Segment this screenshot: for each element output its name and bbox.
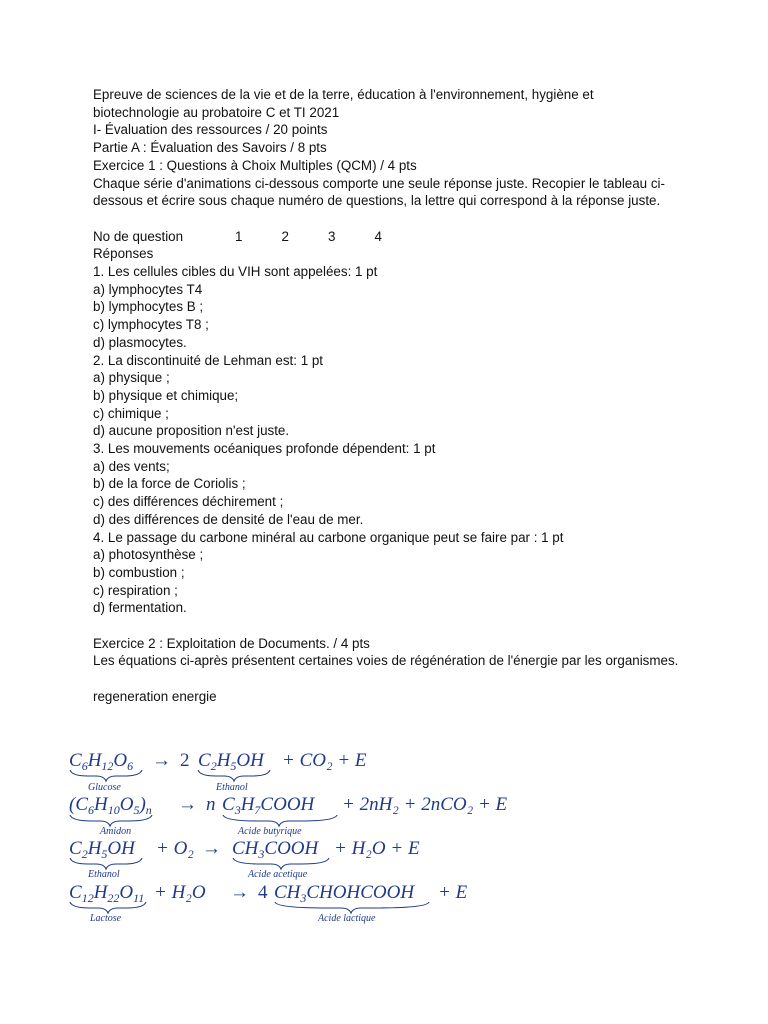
- equation-label: Amidon: [100, 826, 132, 837]
- answer-option: c) lymphocytes T8 ;: [93, 317, 209, 333]
- question-block: [93, 440, 683, 529]
- svg-text:C12H22O11: $C_{12}H_{22}O_{11}$: [69, 882, 145, 905]
- answer-option: a) physique ;: [93, 370, 170, 386]
- question-number: 3: [328, 228, 336, 244]
- svg-text:→: →: [202, 838, 221, 859]
- svg-text:C2H5OH: $C_2H_5OH$: [198, 750, 264, 773]
- answer-option: d) plasmocytes.: [93, 334, 187, 350]
- equations-svg: [66, 742, 546, 926]
- svg-text:→: →: [230, 882, 249, 903]
- equation-4: [69, 882, 468, 924]
- svg-text:→: →: [152, 750, 171, 771]
- equation-label: Ethanol: [216, 782, 248, 793]
- equation-label: Acide acetique: [248, 869, 308, 880]
- equation-rest: + CO₂ + E: [282, 750, 367, 771]
- section-heading: I- Évaluation des ressources / 20 points: [93, 122, 328, 138]
- question-number: 1: [235, 228, 243, 244]
- equation-2: [69, 794, 508, 837]
- exercise-1-instructions: Chaque série d'animations ci-dessous comporte une seule réponse juste. Recopier le tableau ci-dessous et écrire sous chaque numéro de questions, la lettre qui correspond à la réponse juste.: [93, 175, 665, 209]
- answer-option: b) physique et chimique;: [93, 387, 239, 403]
- part-heading: Partie A : Évaluation des Savoirs / 8 pts: [93, 140, 327, 156]
- image-caption: regeneration energie: [93, 688, 217, 704]
- blank-line: [93, 670, 683, 688]
- answer-table-header: [93, 228, 683, 246]
- equation-rest: + H₂O + E: [334, 838, 420, 859]
- equation-1: [69, 750, 367, 793]
- question-block: [93, 352, 683, 441]
- blank-line: [93, 210, 683, 228]
- question-block: [93, 263, 683, 352]
- svg-text:C2H5OH: $C_2H_5OH$: [69, 838, 135, 861]
- question-text: 1. Les cellules cibles du VIH sont appelées: 1 pt: [93, 264, 378, 280]
- answer-option: a) des vents;: [93, 458, 170, 474]
- svg-text:C3H7COOH: $C_3H_7COOH$: [222, 794, 315, 817]
- question-block: [93, 529, 683, 618]
- svg-text:CH3COOH: $CH_3COOH$: [232, 838, 319, 861]
- svg-text:(C6H10O5)n: $(C_6H_{10}O_5)_n$: [69, 794, 152, 817]
- equation-reactant: + O₂: [156, 838, 194, 859]
- equation-coefficient: 4: [258, 882, 268, 903]
- question-number: 4: [374, 228, 382, 244]
- answer-option: b) combustion ;: [93, 564, 185, 580]
- svg-text:CH3CHOHCOOH: $CH_3CHOHCOOH$: [274, 882, 415, 905]
- equation-label: Lactose: [90, 913, 122, 924]
- question-text: 4. Le passage du carbone minéral au carbone organique peut se faire par : 1 pt: [93, 529, 564, 545]
- answer-option: c) des différences déchirement ;: [93, 494, 284, 510]
- exercise-2-title: Exercice 2 : Exploitation de Documents. / 4 pts: [93, 635, 370, 651]
- equation-label: Acide butyrique: [238, 826, 302, 837]
- blank-line: [93, 617, 683, 635]
- equations-figure: [66, 742, 546, 926]
- svg-text:→: →: [178, 794, 197, 815]
- answer-table-label: No de question: [93, 228, 184, 244]
- document-title-line-1: Epreuve de sciences de la vie et de la terre, éducation à l'environnement, hygiène et: [93, 87, 594, 102]
- answer-option: d) fermentation.: [93, 600, 187, 616]
- answer-option: a) lymphocytes T4: [93, 281, 203, 297]
- document-text: [93, 86, 683, 706]
- answer-option: c) respiration ;: [93, 582, 178, 598]
- question-text: 2. La discontinuité de Lehman est: 1 pt: [93, 352, 324, 368]
- answer-option: b) de la force de Coriolis ;: [93, 476, 246, 492]
- svg-text:C6H12O6: $C_6H_{12}O_6$: [69, 750, 134, 773]
- equation-label: Glucose: [88, 782, 121, 793]
- answer-option: d) des différences de densité de l'eau de mer.: [93, 511, 364, 527]
- equation-3: [69, 838, 420, 880]
- equation-coefficient: n: [206, 794, 216, 815]
- equation-rest: + 2nH₂ + 2nCO₂ + E: [342, 794, 508, 815]
- question-number: 2: [281, 228, 289, 244]
- question-text: 3. Les mouvements océaniques profonde dépendent: 1 pt: [93, 441, 436, 457]
- equation-reactant: + H₂O: [154, 882, 206, 903]
- answer-option: c) chimique ;: [93, 405, 169, 421]
- equation-label: Ethanol: [88, 869, 120, 880]
- answer-option: d) aucune proposition n'est juste.: [93, 423, 290, 439]
- exercise-1-title: Exercice 1 : Questions à Choix Multiples (QCM) / 4 pts: [93, 157, 417, 173]
- document-title-line-2: biotechnologie au probatoire C et TI 2021: [93, 104, 340, 120]
- answer-option: a) photosynthèse ;: [93, 547, 204, 563]
- exercise-2-intro: Les équations ci-après présentent certaines voies de régénération de l'énergie par les organismes.: [93, 653, 679, 669]
- equation-rest: + E: [438, 882, 468, 903]
- equation-coefficient: 2: [180, 750, 190, 771]
- answers-label: Réponses: [93, 246, 154, 262]
- equation-label: Acide lactique: [318, 913, 376, 924]
- answer-option: b) lymphocytes B ;: [93, 299, 204, 315]
